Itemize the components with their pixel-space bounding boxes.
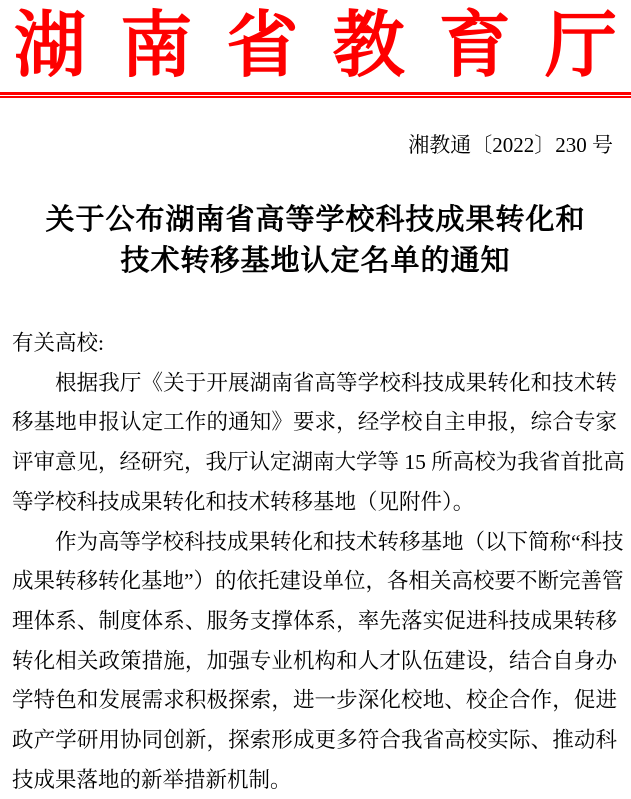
paragraph-line: 理体系、制度体系、服务支撑体系，率先落实促进科技成果转移 <box>12 608 617 633</box>
paragraph-line: 学特色和发展需求积极探索，进一步深化校地、校企合作，促进 <box>12 688 617 713</box>
document-number: 湘教通〔2022〕230 号 <box>408 133 613 157</box>
paragraph-line: 评审意见，经研究，我厅认定湖南大学等 15 所高校为我省首批高 <box>12 450 625 475</box>
document-body <box>12 324 625 799</box>
paragraph-line: 根据我厅《关于开展湖南省高等学校科技成果转化和技术转 <box>55 370 617 395</box>
red-double-rule <box>0 92 631 98</box>
body-paragraph-2 <box>12 523 624 799</box>
document-title <box>0 200 631 282</box>
paragraph-line: 移基地申报认定工作的通知》要求，经学校自主申报，综合专家 <box>12 410 617 435</box>
paragraph-line: 技成果落地的新举措新机制。 <box>12 767 292 792</box>
document-title-line2: 技术转移基地认定名单的通知 <box>120 245 511 277</box>
paragraph-line: 成果转移转化基地”）的依托建设单位，各相关高校要不断完善管 <box>12 569 624 594</box>
document-title-line1: 关于公布湖南省高等学校科技成果转化和 <box>45 204 586 236</box>
paragraph-line: 等学校科技成果转化和技术转移基地（见附件）。 <box>12 489 475 514</box>
paragraph-line: 政产学研用协同创新，探索形成更多符合我省高校实际、推动科 <box>12 728 617 753</box>
salutation: 有关高校: <box>12 331 104 355</box>
body-paragraph-1 <box>12 364 625 523</box>
paragraph-line: 作为高等学校科技成果转化和技术转移基地（以下简称“科技 <box>55 529 624 554</box>
agency-name: 湖南省教育厅 <box>14 6 617 86</box>
paragraph-line: 转化相关政策措施，加强专业机构和人才队伍建设，结合自身办 <box>12 648 617 673</box>
